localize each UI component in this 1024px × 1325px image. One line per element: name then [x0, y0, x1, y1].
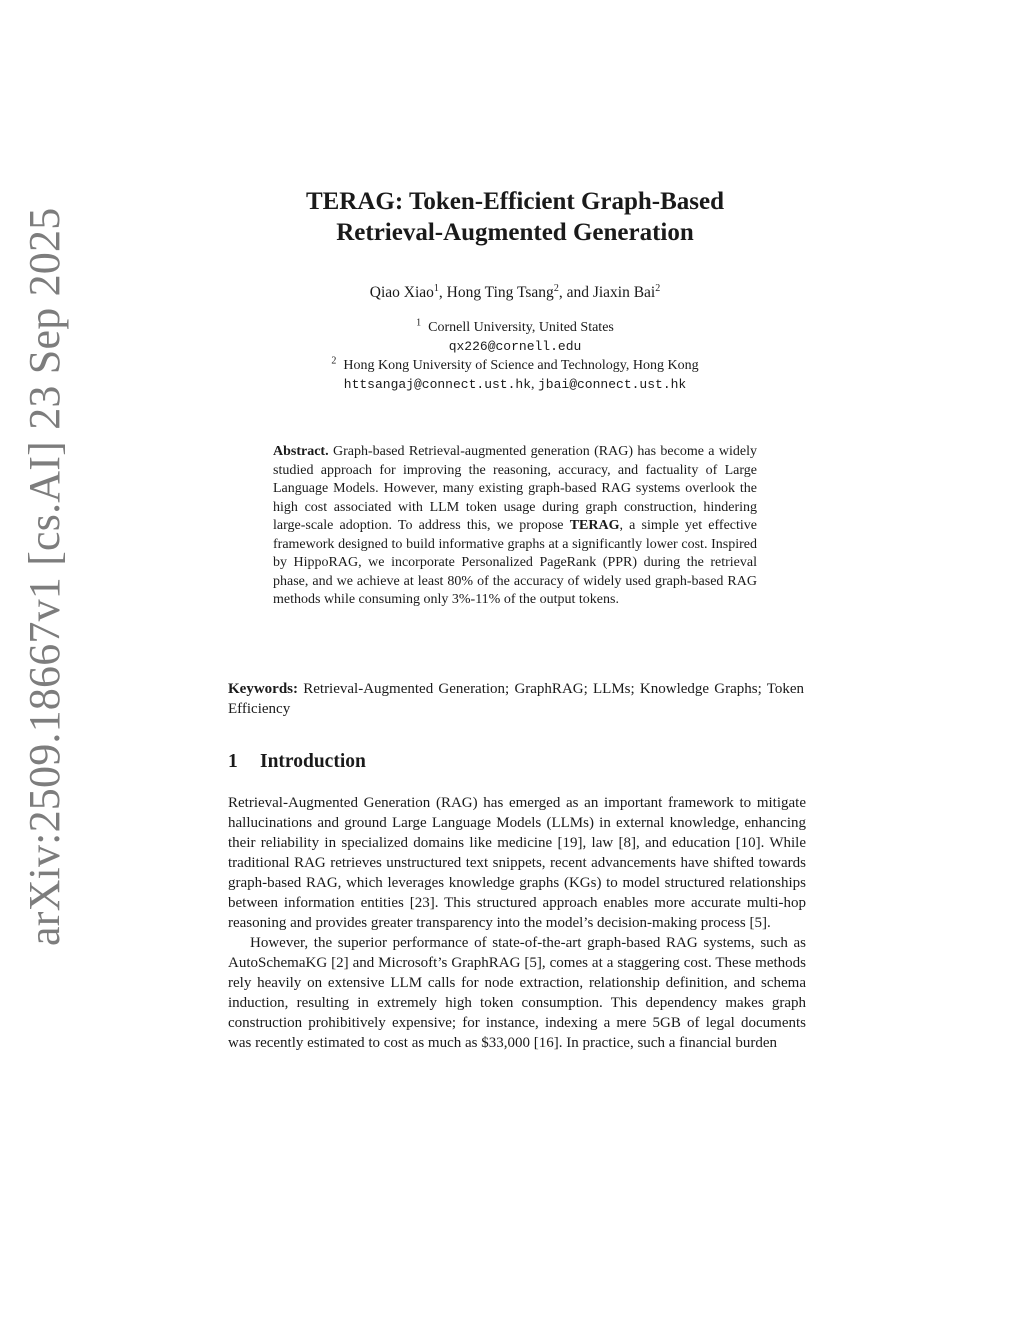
affiliation-line — [200, 356, 830, 375]
affiliation-number: 1 — [416, 317, 422, 329]
affiliation-email-line — [200, 337, 830, 356]
email-link[interactable]: jbai@connect.ust.hk — [538, 377, 687, 392]
author-affiliation-mark: 2 — [655, 282, 661, 294]
affiliation-email-line: httsangaj@connect.ust.hk, jbai@connect.ust.hk — [343, 377, 687, 392]
author-affiliation-mark: 1 — [433, 282, 439, 294]
keywords-label: Keywords: — [228, 681, 298, 697]
email-link[interactable]: httsangaj@connect.ust.hk — [343, 377, 531, 392]
author-affiliation-mark: 2 — [553, 282, 559, 294]
affiliation-number: 2 — [331, 355, 337, 367]
author-name: and Jiaxin Bai — [566, 284, 656, 301]
abstract-text: , a simple yet effective framework designed to build informative graphs at a significantly lower cost. Inspired by HippoRAG, we incorporate Personalized PageRank (PPR) during the retrieval phase, and we achieve at least 80% of the accuracy of widely used graph-based RAG methods while consuming only 3%-11% of the output tokens. — [273, 518, 758, 607]
affiliation-name: Cornell University, United States — [428, 320, 614, 335]
paper-title-line-2: Retrieval-Augmented Generation — [336, 219, 694, 246]
author-name: Qiao Xiao — [369, 284, 434, 301]
abstract-highlight: TERAG — [569, 518, 620, 533]
section-number: 1 — [228, 751, 238, 772]
body-paragraph: However, the superior performance of state-of-the-art graph-based RAG systems, such as AutoSchemaKG [2] and Microsoft’s GraphRAG [5], comes at a staggering cost. These methods rely heavily on extensive LLM calls for node extraction, relationship definition, and schema induction, resulting in extremely high token consumption. This dependency makes graph construction prohibitively expensive; for instance, indexing a mere 5GB of legal documents was recently estimated to cost as much as $33,000 [16]. In practice, such a financial burden — [228, 935, 806, 1051]
arxiv-identifier-stamp: arXiv:2509.18667v1 [cs.AI] 23 Sep 2025 — [20, 207, 69, 946]
email-link[interactable]: qx226@cornell.edu — [448, 339, 582, 354]
body-paragraph: Retrieval-Augmented Generation (RAG) has emerged as an important framework to mitigate hallucinations and ground Large Language Models (LLMs) in external knowledge, enhancing their reliability in specialized domains like medicine [19], law [8], and education [10]. While traditional RAG retrieves unstructured text snippets, recent advancements have shifted towards graph-based RAG, which leverages knowledge graphs (KGs) to model structured relationships between information entities [23]. This structured approach enables more accurate multi-hop reasoning and provides greater transparency into the model’s decision-making process [5]. — [228, 795, 806, 931]
affiliation-block — [200, 318, 830, 394]
author-list: Qiao Xiao$^1$, Hong Ting Tsang$^2$, and Jiaxin Bai$^2$ — [369, 282, 661, 301]
keywords-text: Retrieval-Augmented Generation; GraphRAG; LLMs; Knowledge Graphs; Token Efficiency — [228, 681, 805, 717]
section-title: Introduction — [260, 751, 366, 772]
author-name: Hong Ting Tsang — [446, 284, 554, 301]
keywords — [228, 679, 804, 719]
body-text — [228, 793, 806, 1053]
paper-title-line-1: TERAG: Token-Efficient Graph-Based — [305, 188, 725, 215]
affiliation-line — [200, 318, 830, 337]
section-heading — [228, 748, 804, 776]
abstract-text: Graph-based Retrieval-augmented generation (RAG) has become a widely studied approach for improving the reasoning, accuracy, and factuality of Large Language Models. However, many existing graph-based RAG systems overlook the high cost associated with LLM token usage during graph construction, hindering large-scale adoption. To address this, we propose — [273, 444, 757, 533]
paper-title — [200, 186, 830, 248]
affiliation-name: Hong Kong University of Science and Technology, Hong Kong — [343, 358, 699, 373]
abstract — [273, 443, 757, 610]
abstract-label: Abstract. — [273, 444, 329, 459]
